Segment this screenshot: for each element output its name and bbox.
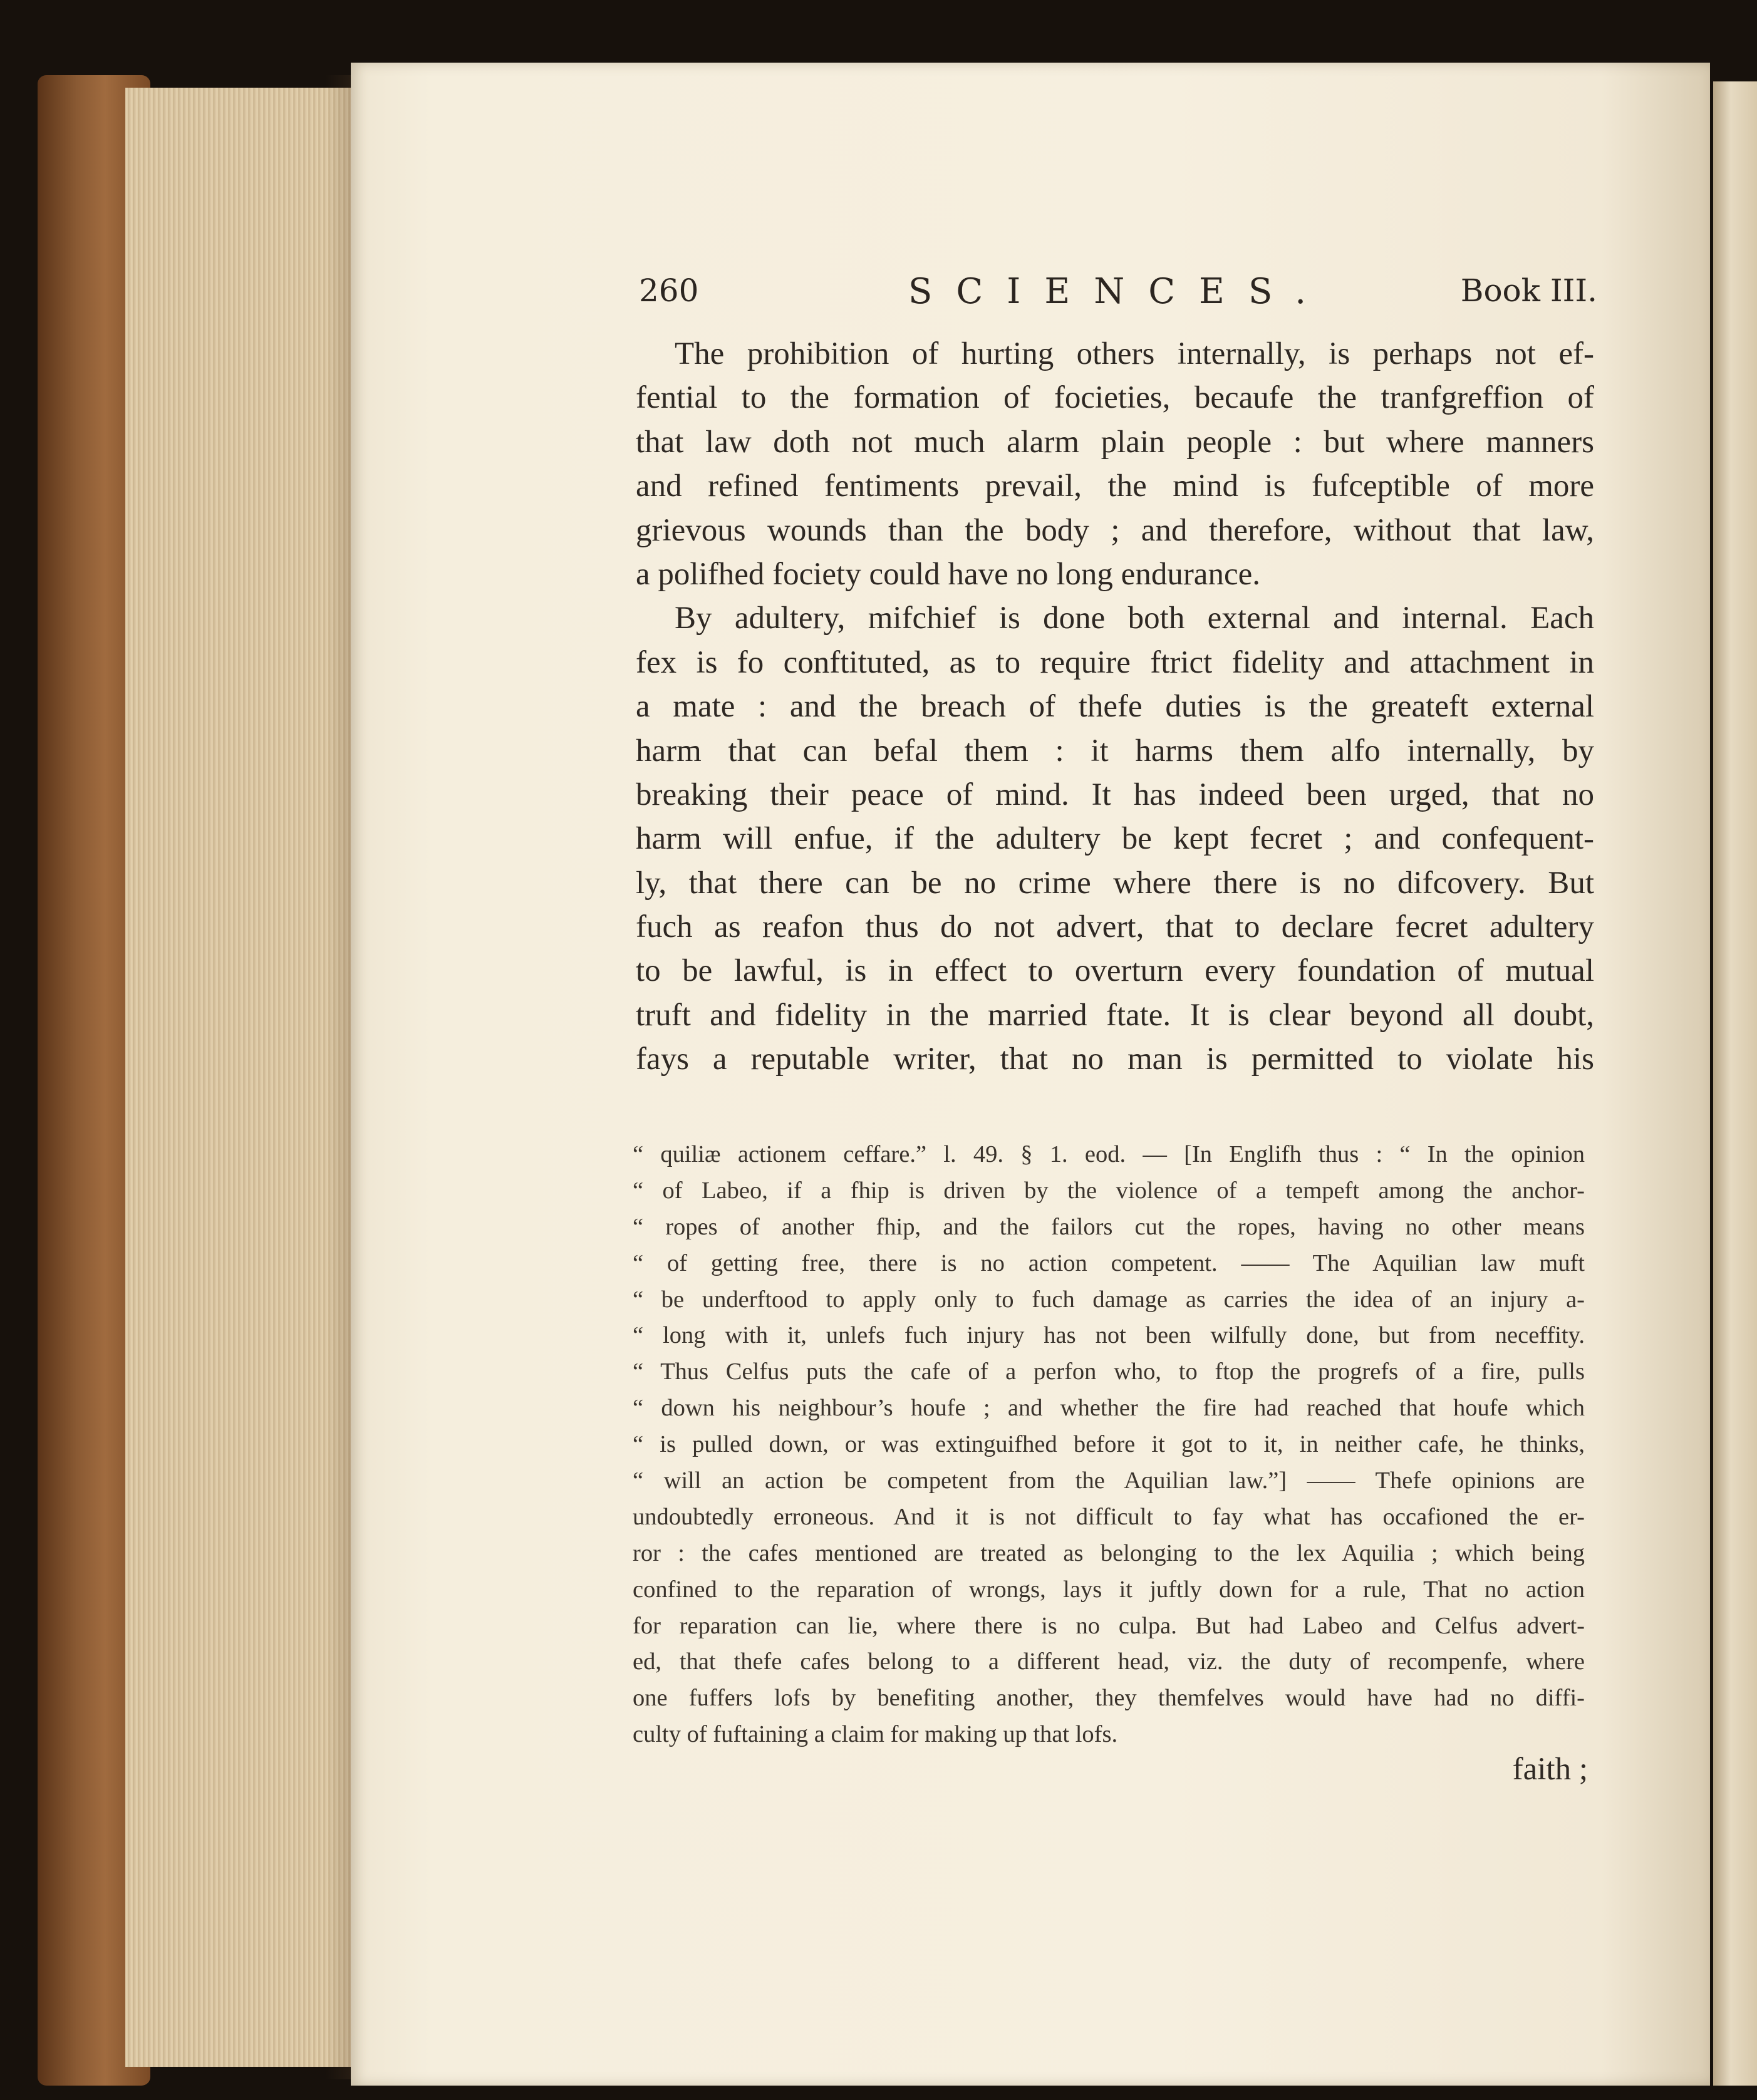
body-line: truft and fidelity in the married ftate. It is clear beyond all doubt,: [636, 997, 1594, 1033]
footnote-line: “ long with it, unlefs fuch injury has not been wilfully done, but from neceffity.: [633, 1322, 1585, 1349]
body-line: to be lawful, is in effect to overturn every foundation of mutual: [636, 953, 1594, 989]
footnote: [633, 1137, 1585, 1753]
body-text: [636, 332, 1594, 1082]
body-line: fential to the formation of focieties, becaufe the tranfgreffion of: [636, 380, 1594, 416]
body-line: fuch as reafon thus do not advert, that to declare fecret adultery: [636, 909, 1594, 945]
footnote-line: “ Thus Celfus puts the cafe of a perfon who, to ftop the progrefs of a fire, pulls: [633, 1358, 1585, 1385]
body-line: harm that can befal them : it harms them alfo internally, by: [636, 733, 1594, 768]
page-number: 260: [639, 272, 699, 309]
footnote-line: culty of fuftaining a claim for making up that lofs.: [633, 1721, 1118, 1748]
footnote-line: ed, that thefe cafes belong to a different head, viz. the duty of recompenfe, where: [633, 1648, 1585, 1675]
body-line: The prohibition of hurting others internally, is perhaps not ef-: [675, 336, 1594, 371]
body-line: harm will enfue, if the adultery be kept fecret ; and confequent-: [636, 821, 1594, 857]
footnote-line: “ quiliæ actionem ceffare.” l. 49. § 1. eod. — [In Englifh thus : “ In the opinion: [633, 1141, 1585, 1167]
running-title: SCIENCES.: [908, 271, 1330, 312]
body-line: fex is fo conftituted, as to require ftrict fidelity and attachment in: [636, 644, 1594, 680]
body-line: By adultery, mifchief is done both external and internal. Each: [675, 601, 1594, 636]
footnote-line: for reparation can lie, where there is no culpa. But had Labeo and Celfus advert-: [633, 1612, 1585, 1639]
catchword: faith ;: [1512, 1752, 1588, 1787]
footnote-line: “ of Labeo, if a fhip is driven by the violence of a tempeft among the anchor-: [633, 1177, 1585, 1204]
running-head: [633, 266, 1597, 316]
footnote-line: “ be underftood to apply only to fuch damage as carries the idea of an injury a-: [633, 1286, 1585, 1313]
body-line: grievous wounds than the body ; and therefore, without that law,: [636, 512, 1594, 548]
footnote-line: “ is pulled down, or was extinguifhed before it got to it, in neither cafe, he thinks,: [633, 1431, 1585, 1458]
body-line: a mate : and the breach of thefe duties is the greateft external: [636, 689, 1594, 725]
footnote-line: “ ropes of another fhip, and the failors cut the ropes, having no other means: [633, 1213, 1585, 1240]
footnote-line: ror : the cafes mentioned are treated as belonging to the lex Aquilia ; which being: [633, 1539, 1585, 1566]
footnote-line: one fuffers lofs by benefiting another, they themfelves would have had no diffi-: [633, 1685, 1585, 1712]
body-line: fays a reputable writer, that no man is permitted to violate his: [636, 1042, 1594, 1077]
footnote-line: “ of getting free, there is no action competent. —— The Aquilian law muft: [633, 1249, 1585, 1276]
body-line: a polifhed fociety could have no long endurance.: [636, 556, 1260, 592]
body-line: that law doth not much alarm plain people : but where manners: [636, 424, 1594, 460]
facing-page-edge: [1713, 81, 1757, 2086]
body-line: ly, that there can be no crime where there is no difcovery. But: [636, 865, 1594, 901]
footnote-line: “ will an action be competent from the Aquilian law.”] —— Thefe opinions are: [633, 1467, 1585, 1494]
book-label: Book III.: [1460, 272, 1597, 309]
footnote-line: confined to the reparation of wrongs, lays it juftly down for a rule, That no action: [633, 1576, 1585, 1603]
footnote-line: “ down his neighbour’s houfe ; and whether the fire had reached that houfe which: [633, 1395, 1585, 1422]
body-line: and refined fentiments prevail, the mind is fufceptible of more: [636, 468, 1594, 504]
footnote-line: undoubtedly erroneous. And it is not difficult to fay what has occafioned the er-: [633, 1503, 1585, 1530]
page-edges: [125, 88, 354, 2067]
body-line: breaking their peace of mind. It has indeed been urged, that no: [636, 777, 1594, 812]
